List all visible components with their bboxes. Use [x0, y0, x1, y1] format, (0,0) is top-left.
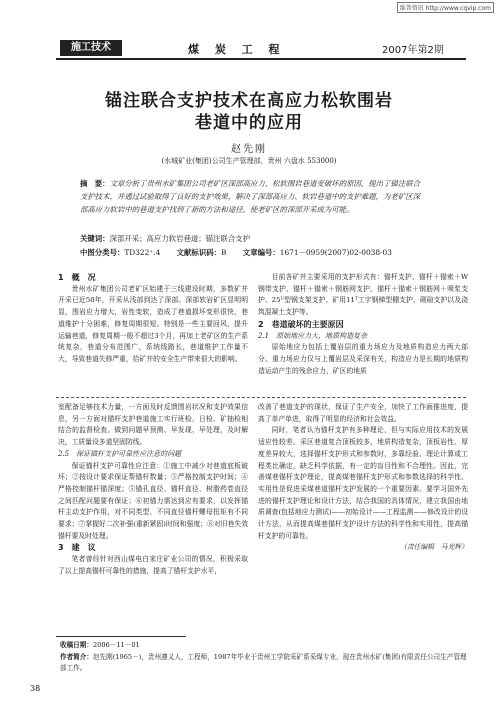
affiliation: (水城矿业(集团)公司生产管理部，贵州 六盘水 553000) — [161, 157, 337, 165]
footnote-rule — [56, 636, 186, 637]
upper-left-column — [58, 272, 248, 366]
abstract-text: 文章分析了贵州水矿集团公司老矿区深部高应力、松软围岩巷道变破坏的原因，提出了锚注联合支护技术，并通过试验取得了良好的支护效果，解决了深部高应力、软岩巷道中的支护难题，为老矿区深部高应力软岩中的巷道支护找到了新的方法和途径，使老矿区的深部开采成为可能。 — [80, 179, 420, 214]
received-label: 收稿日期： — [60, 641, 93, 649]
keywords — [80, 232, 250, 245]
author: 赵先刚 — [231, 144, 267, 155]
watermark: 维普资讯 http://www.cqvip.com — [397, 2, 494, 13]
recommendation-paragraph: 同时，笔者认为锚杆支护有多种理论，但与实际应用技术的发展适应性较差。采区巷道复合顶板较多，地质构造复杂，顶板岩性、厚度差异较大，选择锚杆支护形式和参数时，多靠经验、理论计算或工程类比确定，缺乏科学依据，有一定的盲目性和不合理性。因此，完善煤巷锚杆支护理论，提高煤巷锚杆支护形式和参数选择的科学性、实用性是促进采煤巷道锚杆支护发展的一个重要因素。要学习国外先进的锚杆支护理论和设计方法，结合我国的具体情况，建立我国由地质调查(包括地应力测试)——初始设计——工程监测——修改设计的设计方法，从而提高煤巷锚杆支护设计方法的科学性和实用性，提高锚杆支护的可靠性。 — [258, 426, 468, 540]
section-2-5-paragraph: 保证锚杆支护可靠性应注意：①施工中减少对巷道底板破坏；②按设计要求保证帮锚杆数量；③严格控制支护时间；④严格控制锚杆锚深度；⑤锚孔直径、锚杆直径、树脂药卷直径之间匹配问题要有保证；⑥初锚力需达到应有要求，以发挥锚杆主动支护作用，对不同类型、不同直径锚杆螺母扭矩有不同要求；⑦掌握好二次补强(重新紧固)时间和强度；⑧对旧巷失效锚杆要及时处理。 — [58, 461, 248, 540]
section-2-1-heading: 2.1 原始地应力大、地质构造复杂 — [258, 331, 368, 340]
clc-value: TD322⁺.4 — [124, 248, 161, 257]
article-id-value: 1671－0959(2007)02-0038-03 — [279, 248, 392, 257]
clc-label: 中图分类号： — [80, 248, 125, 257]
section-1-paragraph: 贵州水矿集团公司老矿区始建于三线建设时期，多数矿井开采已近50年，开采从浅部到达了深部。深部软岩矿区显明明显，围岩应力增大，岩性变软，造成了巷道损坏变形很快，巷道维护十分困难，修复周期很短。特别是一些主要回风、提升运输巷道，修复周期一般不超过3个月，再加上老矿区的生产系统复杂，巷道分布范围广，系统线路长，巷道维护工作量不大，导致巷道失修严重，给矿井的安全生产带来很大的影响。 — [58, 284, 248, 363]
section-tag: 施工技术 — [60, 40, 122, 56]
page-number: 38 — [30, 684, 41, 693]
article-id-label: 文章编号： — [242, 248, 280, 257]
editor-signoff: （责任编辑 马光辉） — [400, 543, 468, 552]
support-forms-paragraph: 目前各矿井主要采用的支护形式有：锚杆支护、锚杆＋锚索＋W钢带支护、锚杆＋锚索＋钢筋网支护、锚杆＋锚索＋钢筋网＋喷浆支护、25ᵁ型钢支架支护、矿用11ᵀ工字钢梯型棚支护、砌碹支护以及浇筑混凝土支护等。 — [258, 273, 468, 317]
section-2-5-heading: 2.5 保证锚杆支护可靠性应注意的问题 — [58, 449, 182, 458]
journal-name: 煤 炭 工 程 — [188, 43, 286, 56]
lower-right-column — [258, 402, 468, 554]
section-2-heading: 2 巷道破坏的主要原因 — [258, 319, 344, 329]
issue-label: 2007年第2期 — [382, 45, 444, 56]
keywords-text: 深部开采；高应力软岩巷道；锚注联合支护 — [109, 234, 251, 243]
continued-right-paragraph: 改善了巷道支护的现状，保证了生产安全，加快了工作面推进度，提高了单产单进，取得了明显的经济和社会效益。 — [258, 403, 468, 423]
classification — [80, 246, 440, 259]
section-1-heading: 1 概 况 — [58, 273, 96, 282]
lower-left-column — [58, 402, 248, 578]
abstract — [80, 177, 425, 216]
doc-code-label: 文献标识码： — [176, 248, 221, 257]
received-value: 2006－11－01 — [92, 641, 140, 649]
bio-label: 作者简介： — [60, 653, 93, 661]
abstract-label: 摘 要： — [80, 179, 110, 188]
received-date — [60, 640, 470, 651]
bio-value: 赵先刚(1965－)，贵州遵义人，工程师，1987年毕业于贵州工学院采矿系采煤专业，现在贵州水矿(集团)有限责任公司生产管理部工作。 — [60, 653, 467, 672]
section-2-1-paragraph: 原始地应力包括上覆岩层的重力场应力及地质构造应力两大部分。重力场应力仅与上覆岩层及采深有关，构造应力是长期的地质构造运动产生的残余应力，矿区的地质 — [258, 343, 468, 375]
section-3-paragraph: 笔者曾经针对西山煤电白家庄矿业公司的情况，积极采取了以上提高锚杆可靠性的措施，提高了锚杆支护水平， — [58, 555, 248, 575]
doc-code-value: B — [221, 248, 227, 257]
upper-right-column — [258, 272, 468, 377]
keywords-label: 关键词： — [80, 234, 110, 243]
author-bio — [60, 652, 470, 674]
article-title-line2: 巷道中的应用 — [195, 113, 303, 133]
header-rule — [56, 58, 466, 60]
page-divider — [56, 397, 466, 398]
article-title-line1: 锚注联合支护技术在高应力松软围岩 — [105, 91, 393, 111]
continued-paragraph: 室配备足够技术力量，一方面及时反馈围岩状况和支护效果信息，另一方面对锚杆支护巷道施工实行班检、日检、矿抽检相结合的监督检查。做到问题早预测、早发现、早处理，及时解决，工质量设多道坚固防线。 — [58, 403, 248, 447]
section-3-heading: 3 建 议 — [58, 543, 96, 553]
